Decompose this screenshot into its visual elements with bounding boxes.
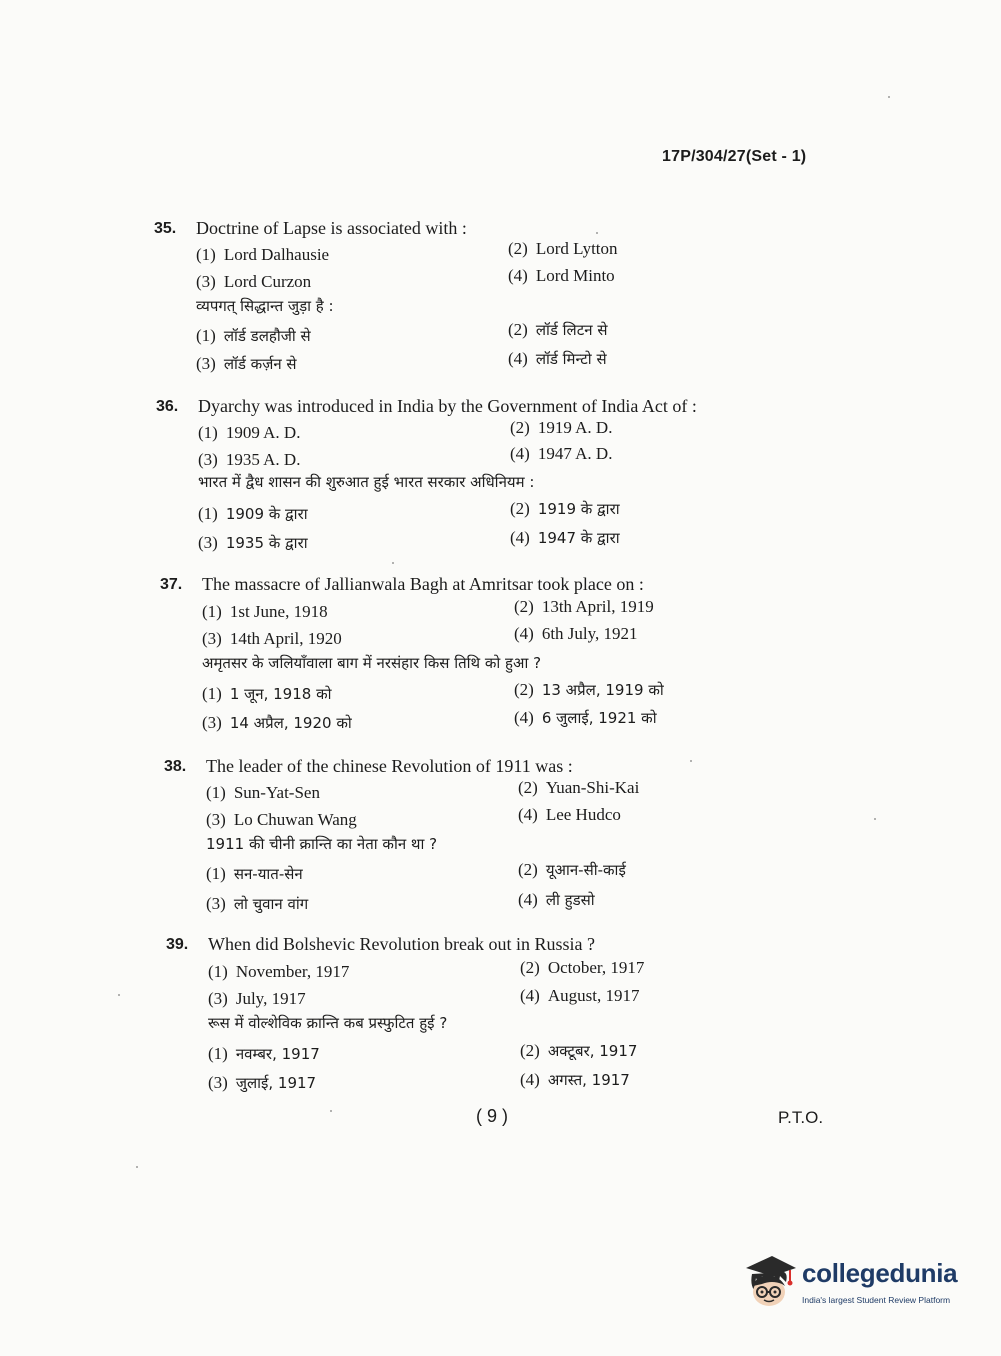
scan-speck — [888, 96, 890, 98]
scan-speck — [118, 994, 120, 996]
option-4-hi: (4) अगस्त, 1917 — [520, 1070, 630, 1089]
option-4-en: (4) 6th July, 1921 — [514, 624, 638, 643]
option-3-hi: (3) 14 अप्रैल, 1920 को — [202, 713, 352, 732]
question-text-hi: व्यपगत् सिद्धान्त जुड़ा है : — [196, 297, 334, 315]
option-2-hi: (2) 1919 के द्वारा — [510, 499, 620, 518]
option-1-en: (1) Lord Dalhausie — [196, 245, 330, 264]
option-2-en: (2) October, 1917 — [520, 958, 645, 977]
option-3-en: (3) Lo Chuwan Wang — [206, 810, 357, 829]
question-number: 35. — [154, 220, 177, 237]
scan-speck — [690, 760, 692, 762]
scan-speck — [874, 818, 876, 820]
option-1-en: (1) 1st June, 1918 — [202, 602, 328, 621]
question-text-en: The leader of the chinese Revolution of 1911 was : — [206, 756, 573, 776]
option-3-en: (3) July, 1917 — [208, 989, 306, 1008]
question-text-hi: 1911 की चीनी क्रान्ति का नेता कौन था ? — [206, 835, 438, 853]
option-2-hi: (2) लॉर्ड लिटन से — [508, 320, 608, 339]
option-3-hi: (3) जुलाई, 1917 — [208, 1073, 317, 1092]
question-number: 37. — [160, 576, 183, 593]
scan-speck — [392, 562, 394, 564]
question-text-hi: भारत में द्वैध शासन की शुरुआत हुई भारत सरकार अधिनियम : — [198, 473, 535, 491]
question-text-en: The massacre of Jallianwala Bagh at Amritsar took place on : — [202, 574, 644, 594]
option-4-en: (4) 1947 A. D. — [510, 444, 613, 463]
option-1-hi: (1) नवम्बर, 1917 — [208, 1044, 320, 1063]
option-3-hi: (3) 1935 के द्वारा — [198, 533, 308, 552]
option-1-hi: (1) 1909 के द्वारा — [198, 504, 308, 523]
option-2-en: (2) 13th April, 1919 — [514, 597, 654, 616]
option-4-hi: (4) 6 जुलाई, 1921 को — [514, 708, 657, 727]
collegedunia-logo[interactable] — [742, 1252, 972, 1314]
option-4-en: (4) Lord Minto — [508, 266, 615, 285]
question-text-en: When did Bolshevic Revolution break out in Russia ? — [208, 934, 595, 954]
question-text-en: Dyarchy was introduced in India by the Government of India Act of : — [198, 396, 697, 416]
option-4-en: (4) Lee Hudco — [518, 805, 621, 824]
logo-tagline: India's largest Student Review Platform — [802, 1295, 951, 1305]
option-4-en: (4) August, 1917 — [520, 986, 640, 1005]
option-3-en: (3) 14th April, 1920 — [202, 629, 342, 648]
option-3-hi: (3) लॉर्ड कर्ज़न से — [196, 354, 297, 373]
option-3-en: (3) Lord Curzon — [196, 272, 312, 291]
question-text-hi: अमृतसर के जलियाँवाला बाग में नरसंहार किस तिथि को हुआ ? — [202, 654, 542, 672]
option-4-hi: (4) लॉर्ड मिन्टो से — [508, 349, 607, 368]
option-2-en: (2) Yuan-Shi-Kai — [518, 778, 640, 797]
option-1-en: (1) 1909 A. D. — [198, 423, 301, 442]
option-1-en: (1) Sun-Yat-Sen — [206, 783, 320, 802]
option-3-hi: (3) लो चुवान वांग — [206, 894, 309, 913]
option-2-en: (2) Lord Lytton — [508, 239, 618, 258]
option-2-en: (2) 1919 A. D. — [510, 418, 613, 437]
question-number: 36. — [156, 398, 179, 415]
page-code: 17P/304/27(Set - 1) — [662, 148, 807, 165]
option-4-hi: (4) 1947 के द्वारा — [510, 528, 620, 547]
option-1-en: (1) November, 1917 — [208, 962, 350, 981]
logo-name: collegedunia — [802, 1258, 958, 1288]
page-number: ( 9 ) — [476, 1106, 509, 1126]
option-1-hi: (1) लॉर्ड डलहौजी से — [196, 326, 311, 345]
scan-speck — [330, 1110, 332, 1112]
scan-speck — [136, 1166, 138, 1168]
question-text-hi: रूस में वोल्शेविक क्रान्ति कब प्रस्फुटित हुई ? — [208, 1014, 448, 1032]
option-1-hi: (1) 1 जून, 1918 को — [202, 684, 332, 703]
question-number: 39. — [166, 936, 189, 953]
option-2-hi: (2) 13 अप्रैल, 1919 को — [514, 680, 664, 699]
option-4-hi: (4) ली हुडसो — [518, 890, 595, 909]
question-text-en: Doctrine of Lapse is associated with : — [196, 218, 467, 238]
pto-label: P.T.O. — [778, 1108, 824, 1127]
mascot-icon — [742, 1254, 798, 1310]
option-1-hi: (1) सन-यात-सेन — [206, 864, 303, 883]
option-2-hi: (2) यूआन-सी-काई — [518, 860, 626, 879]
option-3-en: (3) 1935 A. D. — [198, 450, 301, 469]
option-2-hi: (2) अक्टूबर, 1917 — [520, 1041, 638, 1060]
question-number: 38. — [164, 758, 187, 775]
scan-speck — [596, 232, 598, 234]
